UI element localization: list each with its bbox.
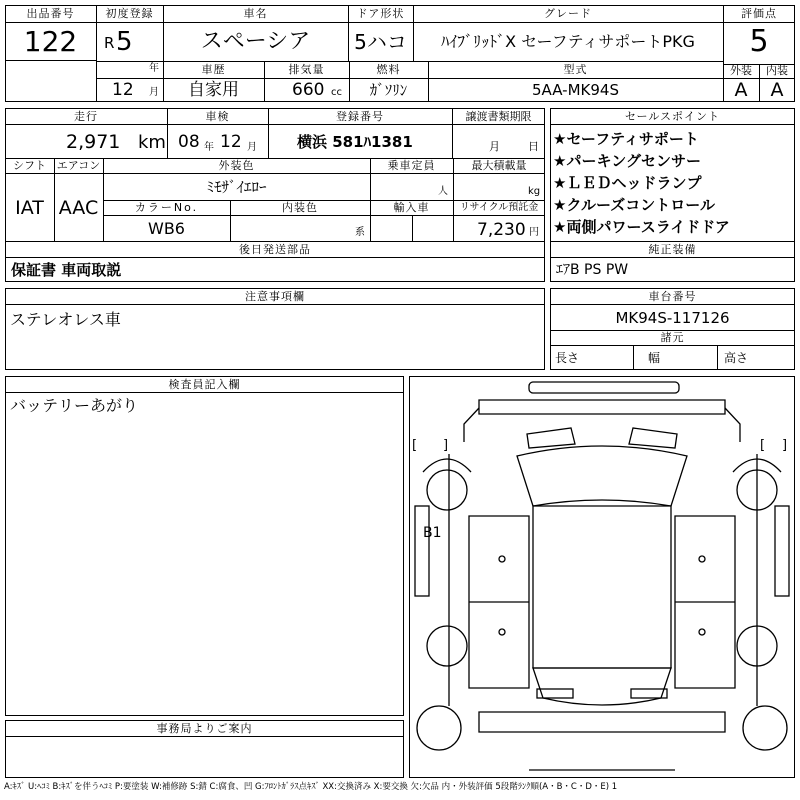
exterior-label: 外装 bbox=[730, 64, 752, 77]
model: 5AA-MK94S bbox=[532, 81, 619, 99]
aircon-label: エアコン bbox=[56, 159, 101, 172]
car-name: スペーシア bbox=[200, 29, 311, 54]
diagram-bracket-right: ] bbox=[782, 438, 788, 453]
sales-points-list bbox=[553, 128, 793, 238]
shift-label: シフト bbox=[13, 159, 46, 172]
grade: ﾊｲﾌﾞﾘｯﾄﾞX セーフティサポートPKG bbox=[441, 32, 695, 51]
fuel: ｶﾞｿﾘﾝ bbox=[369, 81, 408, 99]
inspection-label: 車検 bbox=[205, 110, 230, 123]
first-reg-month: 12 bbox=[112, 80, 134, 100]
door-type: 5ハコ bbox=[354, 30, 407, 54]
first-reg-era: R bbox=[104, 34, 115, 52]
diagram-bracket-left: [ bbox=[760, 438, 766, 453]
history-label: 車歴 bbox=[201, 63, 226, 76]
interior-score: A bbox=[770, 79, 784, 101]
inspector-label: 検査員記入欄 bbox=[168, 378, 241, 391]
later-parts-label: 後日発送部品 bbox=[239, 243, 311, 256]
notes-label: 注意事項欄 bbox=[245, 290, 305, 303]
ext-color-label: 外装色 bbox=[218, 159, 255, 172]
score-label: 評価点 bbox=[741, 7, 777, 20]
equipment-label: 純正装備 bbox=[648, 243, 697, 256]
fuel-label: 燃料 bbox=[376, 63, 401, 76]
load-label: 最大積載量 bbox=[471, 159, 527, 172]
legend-footer: A:ｷｽﾞ U:ﾍｺﾐ B:ｷｽﾞを伴うﾍｺﾐ P:要塗装 W:補修跡 S:錆 C:腐食、凹 G:ﾌﾛﾝﾄｶﾞﾗｽ点ｷｽﾞ XX:交換済み X:要交換 欠:欠品 内・外装評価 5段階ﾗﾝｸ順(A・B・C・D・E) 1 bbox=[4, 782, 618, 792]
capacity-label: 乗車定員 bbox=[387, 159, 436, 172]
door-label: ドア形状 bbox=[356, 7, 405, 20]
equipment: ｴｱB PS PW bbox=[556, 262, 629, 278]
displacement-unit: cc bbox=[331, 87, 342, 98]
later-parts: 保証書 車両取説 bbox=[11, 261, 122, 279]
sales-point-item: ★両側パワースライドドア bbox=[553, 218, 730, 236]
inspection-month: 12 bbox=[220, 132, 242, 152]
diagram-bracket-right: ] bbox=[443, 438, 449, 453]
sales-point-item: ★ＬＥＤヘッドランプ bbox=[553, 174, 702, 192]
model-label: 型式 bbox=[563, 63, 588, 76]
shift: IAT bbox=[15, 197, 44, 219]
inspector-notes: バッテリーあがり bbox=[10, 396, 139, 415]
lot-no: 122 bbox=[23, 25, 78, 58]
car-name-label: 車名 bbox=[243, 7, 268, 20]
interior-label: 内装 bbox=[766, 64, 788, 77]
int-color-label: 内装色 bbox=[282, 201, 318, 214]
length-label: 長さ bbox=[555, 351, 580, 365]
aircon: AAC bbox=[58, 197, 99, 219]
chassis-number: MK94S-117126 bbox=[615, 309, 730, 327]
inspector-section bbox=[5, 376, 404, 716]
history: 自家用 bbox=[188, 80, 239, 100]
mileage-unit: km bbox=[138, 132, 166, 153]
displacement: 660 bbox=[292, 80, 325, 100]
grade-label: グレード bbox=[544, 7, 592, 20]
recycle-label: リサイクル預託金 bbox=[459, 202, 539, 213]
int-color-unit: 系 bbox=[355, 227, 365, 238]
transfer-label: 譲渡書類期限 bbox=[465, 110, 532, 123]
capacity-unit: 人 bbox=[438, 186, 448, 197]
color-no: WB6 bbox=[148, 219, 185, 238]
displacement-label: 排気量 bbox=[288, 63, 325, 76]
month-unit: 月 bbox=[149, 87, 159, 98]
diagram-bracket-left: [ bbox=[412, 438, 418, 453]
color-no-label: カラーNo. bbox=[134, 201, 199, 214]
first-reg-year: 5 bbox=[116, 27, 133, 57]
inspection-year-unit: 年 bbox=[204, 142, 214, 153]
first-reg-label: 初度登録 bbox=[105, 7, 154, 20]
score: 5 bbox=[749, 24, 769, 59]
ext-color: ﾐﾓｻﾞｲｴﾛｰ bbox=[206, 178, 267, 196]
load-unit: kg bbox=[528, 186, 541, 197]
office-label: 事務局よりご案内 bbox=[156, 722, 253, 735]
sales-point-item: ★セーフティサポート bbox=[553, 130, 699, 148]
mileage-label: 走行 bbox=[74, 110, 98, 123]
plate-label: 登録番号 bbox=[336, 110, 384, 123]
recycle-amount: 7,230 bbox=[477, 220, 526, 240]
plate-number: 横浜 581ﾊ1381 bbox=[297, 133, 413, 151]
inspection-year: 08 bbox=[178, 132, 200, 152]
inspection-month-unit: 月 bbox=[247, 142, 257, 153]
year-unit: 年 bbox=[149, 63, 159, 74]
width-label: 幅 bbox=[648, 351, 661, 365]
notes: ステレオレス車 bbox=[10, 310, 121, 329]
chassis-label: 車台番号 bbox=[648, 290, 697, 303]
sales-point-item: ★パーキングセンサー bbox=[553, 152, 701, 170]
transfer-day-unit: 日 bbox=[528, 140, 539, 153]
import-label: 輸入車 bbox=[393, 201, 430, 214]
damage-mark-b1: B1 bbox=[423, 525, 442, 541]
car-damage-diagram bbox=[409, 376, 795, 778]
mileage: 2,971 bbox=[66, 131, 121, 153]
transfer-month-unit: 月 bbox=[489, 140, 500, 153]
spec-label: 諸元 bbox=[660, 331, 685, 344]
height-label: 高さ bbox=[724, 351, 749, 365]
exterior-score: A bbox=[734, 79, 748, 101]
sales-point-item: ★クルーズコントロール bbox=[553, 196, 715, 214]
sales-points-label: セールスポイント bbox=[624, 110, 720, 123]
recycle-unit: 円 bbox=[529, 227, 539, 238]
lot-no-label: 出品番号 bbox=[26, 7, 75, 20]
